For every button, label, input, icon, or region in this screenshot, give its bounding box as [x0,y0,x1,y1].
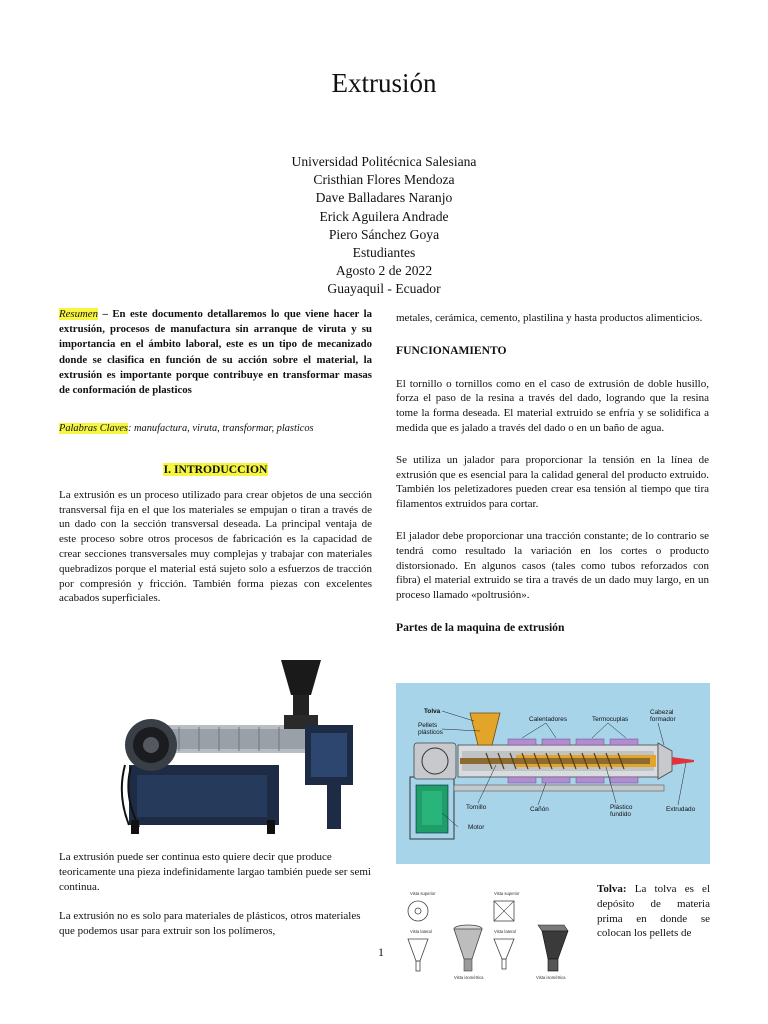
page-title: Extrusión [331,68,437,98]
author-name: Piero Sánchez Goya [328,226,440,242]
date: Agosto 2 de 2022 [335,263,433,279]
label-pellets: Pellets [418,722,438,729]
parts-heading: Partes de la maquina de extrusión [396,620,565,634]
abstract-label: Resumen [59,308,98,320]
page-number: 1 [378,945,384,959]
author-block [0,153,768,299]
label-fundido: fundido [610,811,631,818]
author-name: Dave Balladares Naranjo [315,190,453,206]
label-vista-isometrica-1: Vista isométrica [454,975,484,980]
label-vista-superior-2: Vista superior [494,891,520,896]
abstract-dash: – [97,308,113,320]
abstract-text: En este documento detallaremos lo que viene hacer la extrusión, procesos de manufactura sin arranque de viruta y su importancia en el ámbito laboral, este es un tipo de mecanizado donde se clasifica en función de su acción sobre el material, la extrusión es importante porque contribuye en transformar masas de conformación de plasticos [59,308,372,397]
funcionamiento-paragraph-3: El jalador debe proporcionar una tracción constante; de lo contrario se tendrá como resultado la variación en los cortes o producto distorsionado. En algunos casos (tales como tubos reforzados con fibra) el material extruido se tira a través de un dado muy largo, en un proceso llamado «poltrusión». [396,529,709,602]
abstract [59,307,372,398]
intro-heading [59,463,372,478]
label-tolva: Tolva [424,708,441,715]
funcionamiento-heading: FUNCIONAMIENTO [396,343,507,357]
label-motor: Motor [468,824,485,831]
label-cabezal: Cabezal [650,709,674,716]
author-name: Cristhian Flores Mendoza [313,172,455,188]
label-calentadores: Calentadores [529,716,568,723]
materials-paragraph: La extrusión no es solo para materiales de plásticos, otros materiales que podemos usar para extruir son los polímeros, [59,910,361,937]
author-name: Erick Aguilera Andrade [319,208,449,224]
tolva-label: Tolva: [597,883,627,895]
keywords-label: Palabras Claves [59,423,128,435]
hopper-views-diagram [398,885,584,985]
label-canon: Cañón [530,806,549,813]
keywords-text: : manufactura, viruta, transformar, plasticos [127,423,314,435]
label-plastico: Plástico [610,804,633,811]
left-column [59,307,372,606]
label-formador: formador [650,716,676,723]
extruder-machine-illustration [59,655,372,840]
tolva-text: La tolva es el depósito de materia prima en donde se colocan los pellets de [597,883,710,940]
label-plasticos: plásticos [418,729,443,736]
label-vista-lateral-1: Vista lateral [410,929,432,934]
extruder-schematic-diagram [396,683,710,864]
intro-paragraph: La extrusión es un proceso utilizado para crear objetos de una sección transversal fija en el que los materiales se empujan o tiran a través de un dado con la sección transversal deseada. La principal ventaja de este proceso sobre otros procesos de fabricación es la capacidad de crear secciones transversales muy complejas y trabajar con materiales quebradizos porque el material está sujeto solo a esfuerzos de tracción por compresión y fricción. También forma piezas con excelentes acabados superficiales. [59,488,372,605]
funcionamiento-paragraph-2: Se utiliza un jalador para proporcionar la tensión en la línea de extrusión que es esencial para la calidad general del producto extruido. También los peletizadores pueden crear esa tensión al tiempo que tira filamentos extruidos para cortar. [396,453,709,511]
affiliation: Universidad Politécnica Salesiana [291,154,477,169]
hopper-views-figure [398,885,584,985]
funcionamiento-paragraph-1: El tornillo o tornillos como en el caso de extrusión de doble husillo, forza el paso de la resina a través del dado, logrando que la resina tome la forma deseada. El material extruido se enfría y se solidifica a medida que es jalado a través del dado o en un baño de agua. [396,377,709,434]
label-vista-lateral-2: Vista lateral [494,929,516,934]
continuous-paragraph: La extrusión puede ser continua esto quiere decir que produce teoricamente una pieza indefinidamente largao también puede ser semi continua. [59,851,371,893]
label-vista-isometrica-2: Vista isométrica [536,975,566,980]
tolva-paragraph [597,882,710,941]
label-termocuplas: Termocuplas [592,716,629,723]
label-tornillo: Tornillo [466,804,487,811]
intro-heading-text: I. INTRODUCCION [163,463,268,477]
right-column [396,311,709,636]
author-role: Estudiantes [352,245,416,261]
keywords [59,422,372,437]
materials-continued: metales, cerámica, cemento, plastilina y hasta productos alimenticios. [396,312,703,324]
extruder-schematic-figure [396,683,710,864]
extruder-machine-photo [59,655,372,840]
label-vista-superior-1: Vista superior [410,891,436,896]
label-extrudado: Extrudado [666,806,696,813]
location: Guayaquil - Ecuador [327,281,441,297]
